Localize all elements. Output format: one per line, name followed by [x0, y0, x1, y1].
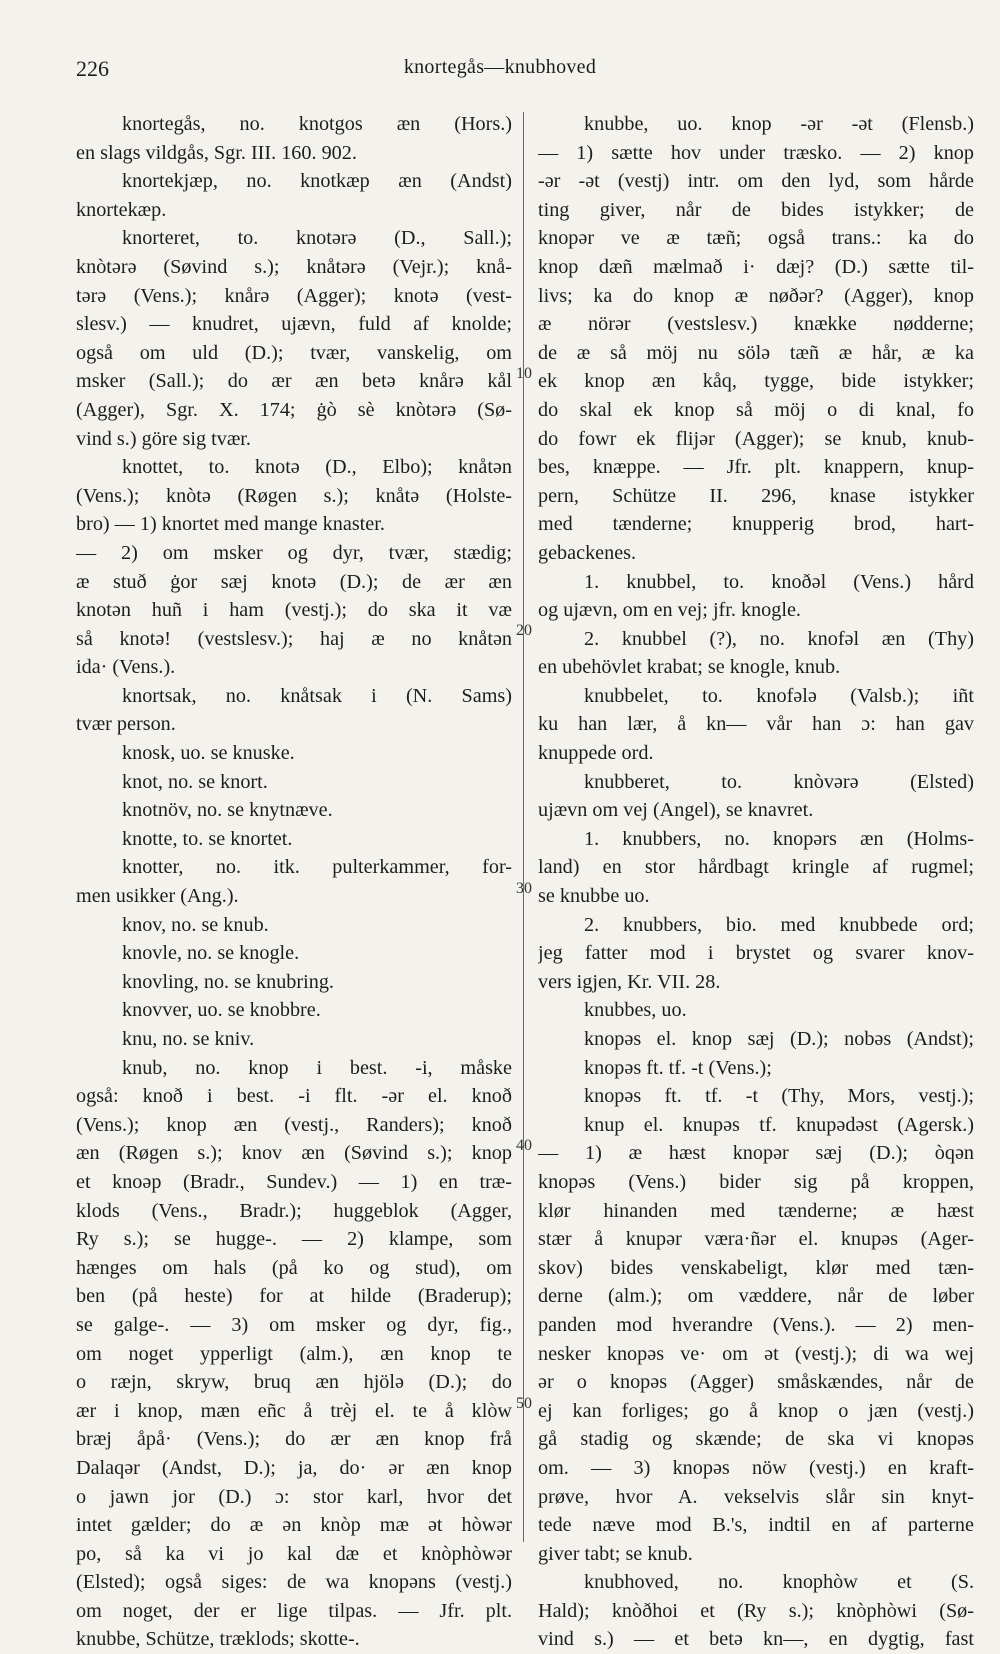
text-line: stær å knupər væra·ñər el. knupəs (Ager- — [538, 1228, 974, 1251]
text-line: tvær person. — [76, 713, 176, 736]
text-line: — 2) om msker og dyr, tvær, stædig; — [76, 541, 512, 564]
text-line: et knoəp (Bradr., Sundev.) — 1) en træ- — [76, 1170, 512, 1193]
text-line: knub, no. knop i best. -i, måske — [122, 1056, 512, 1079]
text-line: ujævn om vej (Angel), se knavret. — [538, 799, 814, 822]
text-line: do skal ek knop så möj o di knal, fo — [538, 398, 974, 421]
text-line: o ræjn, skryw, bruq æn hjölə (D.); do — [76, 1371, 512, 1394]
text-line: knovle, no. se knogle. — [122, 942, 300, 965]
text-line: knovling, no. se knubring. — [122, 970, 334, 993]
text-line: om noget, der er lige tilpas. — Jfr. plt. — [76, 1599, 512, 1622]
text-line: tede næve mod B.'s, indtil en af parterne — [538, 1514, 974, 1537]
text-line: knubbes, uo. — [584, 999, 687, 1022]
text-line: livs; ka do knop æ nøðər? (Agger), knop — [538, 284, 974, 307]
text-line: men usikker (Ang.). — [76, 885, 239, 908]
text-line: knuppede ord. — [538, 742, 654, 765]
text-line: knorteret, to. knotərə (D., Sall.); — [122, 227, 512, 250]
text-line: gå stadig og skænde; de ska vi knopəs — [538, 1428, 974, 1451]
text-line: knubbe, Schütze, træklods; skotte-. — [76, 1628, 360, 1651]
text-line: intet gælder; do æ ən knòp mæ ət hòwər — [76, 1514, 512, 1537]
line-number: 30 — [516, 880, 532, 897]
text-line: de æ så möj nu sölə tæñ æ hår, æ ka — [538, 341, 974, 364]
text-line: prøve, hvor A. vekselvis slår sin knyt- — [538, 1485, 974, 1508]
text-line: pern, Schütze II. 296, knase istykker — [538, 484, 974, 507]
text-line: knubberet, to. knòvərə (Elsted) — [584, 770, 974, 793]
text-line: (Vens.); knop æn (vestj., Randers); knoð — [76, 1113, 512, 1136]
text-line: knubbe, uo. knop -ər -ət (Flensb.) — [584, 113, 974, 135]
text-line: do fowr ek flijər (Agger); se knub, knub- — [538, 427, 974, 450]
text-line: ben (på heste) for at hilde (Braderup); — [76, 1285, 512, 1308]
text-line: hænges om hals (på ko og stud), om — [76, 1256, 512, 1279]
right-column — [538, 110, 974, 1654]
text-line: knov, no. se knub. — [122, 913, 269, 936]
text-line: o jawn jor (D.) ɔ: stor karl, hvor det — [76, 1485, 512, 1508]
text-line: så knotə! (vestslesv.); haj æ no knåtən — [76, 627, 512, 650]
text-line: nesker knopəs ve· om ət (vestj.); di wa wej — [538, 1342, 974, 1365]
text-line: æn (Røgen s.); knov æn (Søvind s.); knop — [76, 1142, 512, 1165]
text-line: om. — 3) knopəs nöw (vestj.) en kraft- — [538, 1456, 974, 1479]
text-line: æ stuð ġor sæj knotə (D.); de ær æn — [76, 570, 512, 593]
text-line: tərə (Vens.); knårə (Agger); knotə (vest- — [76, 284, 512, 307]
text-line: giver tabt; se knub. — [538, 1542, 693, 1565]
text-line: æ nörər (vestslesv.) knække nødderne; — [538, 313, 974, 336]
text-line: Dalaqər (Andst, D.); ja, do· ər æn knop — [76, 1456, 512, 1479]
text-line: knotən huñ i ham (vestj.); do ska it væ — [76, 599, 512, 622]
text-line: også: knoð i best. -i flt. -ər el. knoð — [76, 1085, 512, 1108]
text-line: ting giver, når de bides istykker; de — [538, 198, 974, 221]
text-line: panden mod hverandre (Vens.). — 2) men- — [538, 1313, 974, 1336]
text-line: — 1) æ hæst knopər sæj (D.); òqən — [538, 1142, 974, 1165]
text-line: derne (alm.); om væddere, når de løber — [538, 1285, 974, 1308]
text-line: se knubbe uo. — [538, 885, 650, 908]
text-line: -ər -ət (vestj) intr. om den lyd, som hårde — [538, 170, 974, 193]
text-line: ej kan forliges; go å knop o jæn (vestj.) — [538, 1399, 974, 1422]
text-line: (Agger), Sgr. X. 174; ġò sè knòtərə (Sø- — [76, 398, 512, 421]
text-line: klods (Vens., Bradr.); huggeblok (Agger, — [76, 1199, 512, 1222]
column-divider — [523, 112, 524, 1542]
line-number: 50 — [516, 1395, 532, 1412]
text-line: knortsak, no. knåtsak i (N. Sams) — [122, 684, 512, 707]
text-line: en slags vildgås, Sgr. III. 160. 902. — [76, 141, 357, 164]
text-line: knubbelet, to. knofələ (Valsb.); iñt — [584, 684, 974, 707]
running-head: knortegås—knubhoved — [403, 56, 597, 78]
text-line: en ubehövlet krabat; se knogle, knub. — [538, 656, 841, 679]
text-line: vind s.) göre sig tvær. — [76, 427, 251, 450]
text-line: — 1) sætte hov under træsko. — 2) knop — [538, 141, 974, 164]
text-line: knortekjæp, no. knotkæp æn (Andst) — [122, 170, 512, 193]
text-line: 1. knubbel, to. knoðəl (Vens.) hård — [584, 570, 974, 593]
line-number: 40 — [516, 1137, 532, 1154]
text-line: knortegås, no. knotgos æn (Hors.) — [122, 113, 512, 135]
text-line: slesv.) — knudret, ujævn, fuld af knolde; — [76, 313, 512, 336]
text-line: knotte, to. se knortet. — [122, 827, 293, 850]
text-line: vers igjen, Kr. VII. 28. — [538, 970, 721, 993]
text-line: 2. knubbel (?), no. knofəl æn (Thy) — [584, 627, 974, 650]
text-line: jeg fatter mod i brystet og svarer knov- — [538, 942, 974, 965]
text-line: ida· (Vens.). — [76, 656, 176, 679]
text-line: se galge-. — 3) om msker og dyr, fig., — [76, 1313, 512, 1336]
text-line: og ujævn, om en vej; jfr. knogle. — [538, 599, 801, 622]
text-line: knopəs ft. tf. -t (Thy, Mors, vestj.); — [584, 1085, 974, 1108]
text-line: knottet, to. knotə (D., Elbo); knåtən — [122, 456, 512, 479]
text-line: knopəs (Vens.) bider sig på kroppen, — [538, 1170, 974, 1193]
text-line: også om uld (D.); tvær, vanskelig, om — [76, 341, 512, 364]
text-line: knopər ve æ tæñ; også trans.: ka do — [538, 227, 974, 250]
text-line: msker (Sall.); do ær æn betə knårə kål — [76, 370, 512, 393]
text-line: vind s.) — et betə kn—, en dygtig, fast — [538, 1628, 974, 1651]
text-line: ku han lær, å kn— vår han ɔ: han gav — [538, 713, 974, 736]
text-line: ær i knop, mæn eñc å trèj el. te å klòw — [76, 1399, 512, 1422]
text-line: bes, knæppe. — Jfr. plt. knappern, knup- — [538, 456, 974, 479]
text-line: (Vens.); knòtə (Røgen s.); knåtə (Holste- — [76, 484, 512, 507]
text-line: knubhoved, no. knophòw et (S. — [584, 1571, 974, 1594]
text-line: 1. knubbers, no. knopərs æn (Holms- — [584, 827, 974, 850]
text-line: klør hinanden med tænderne; æ hæst — [538, 1199, 974, 1222]
text-line: skov) bides venskabeligt, klør med tæn- — [538, 1256, 974, 1279]
text-line: Ry s.); se hugge-. — 2) klampe, som — [76, 1228, 512, 1251]
text-line: (Elsted); også siges: de wa knopəns (vestj.) — [76, 1571, 512, 1594]
text-line: 2. knubbers, bio. med knubbede ord; — [584, 913, 974, 936]
text-line: knòtərə (Søvind s.); knåtərə (Vejr.); knå- — [76, 255, 512, 278]
text-line: knovver, uo. se knobbre. — [122, 999, 321, 1022]
text-line: land) en stor hårdbagt kringle af rugmel; — [538, 856, 974, 879]
line-number: 20 — [516, 622, 532, 639]
text-line: knop dæñ mælmað i· dæj? (D.) sætte til- — [538, 255, 974, 278]
text-line: Hald); knòðhoi et (Ry s.); knòphòwi (Sø- — [538, 1599, 974, 1622]
text-line: knot, no. se knort. — [122, 770, 268, 793]
text-line: knup el. knupəs tf. knupədəst (Agersk.) — [584, 1113, 974, 1136]
text-line: knopəs ft. tf. -t (Vens.); — [584, 1056, 772, 1079]
text-line: po, så ka vi jo kal dæ et knòphòwər — [76, 1542, 512, 1565]
page-header — [0, 52, 1000, 88]
text-line: ek knop æn kåq, tygge, bide istykker; — [538, 370, 974, 393]
text-line: knotnöv, no. se knytnæve. — [122, 799, 333, 822]
text-line: bro) — 1) knortet med mange knaster. — [76, 513, 385, 536]
left-column — [76, 110, 512, 1654]
text-line: knotter, no. itk. pulterkammer, for- — [122, 856, 512, 879]
text-line: knopəs el. knop sæj (D.); nobəs (Andst); — [584, 1028, 974, 1050]
text-line: knosk, uo. se knuske. — [122, 742, 295, 765]
page-number: 226 — [76, 56, 109, 81]
text-line: om noget ypperligt (alm.), æn knop te — [76, 1342, 512, 1365]
text-line: knortekæp. — [76, 198, 167, 221]
text-line: bræj åpå· (Vens.); do ær æn knop frå — [76, 1428, 512, 1451]
text-line: knu, no. se kniv. — [122, 1028, 255, 1050]
text-line: ər o knopəs (Agger) småskændes, når de — [538, 1371, 974, 1394]
text-line: gebackenes. — [538, 541, 637, 564]
line-number: 10 — [516, 365, 532, 382]
text-line: med tænderne; knupperig brod, hart- — [538, 513, 974, 536]
